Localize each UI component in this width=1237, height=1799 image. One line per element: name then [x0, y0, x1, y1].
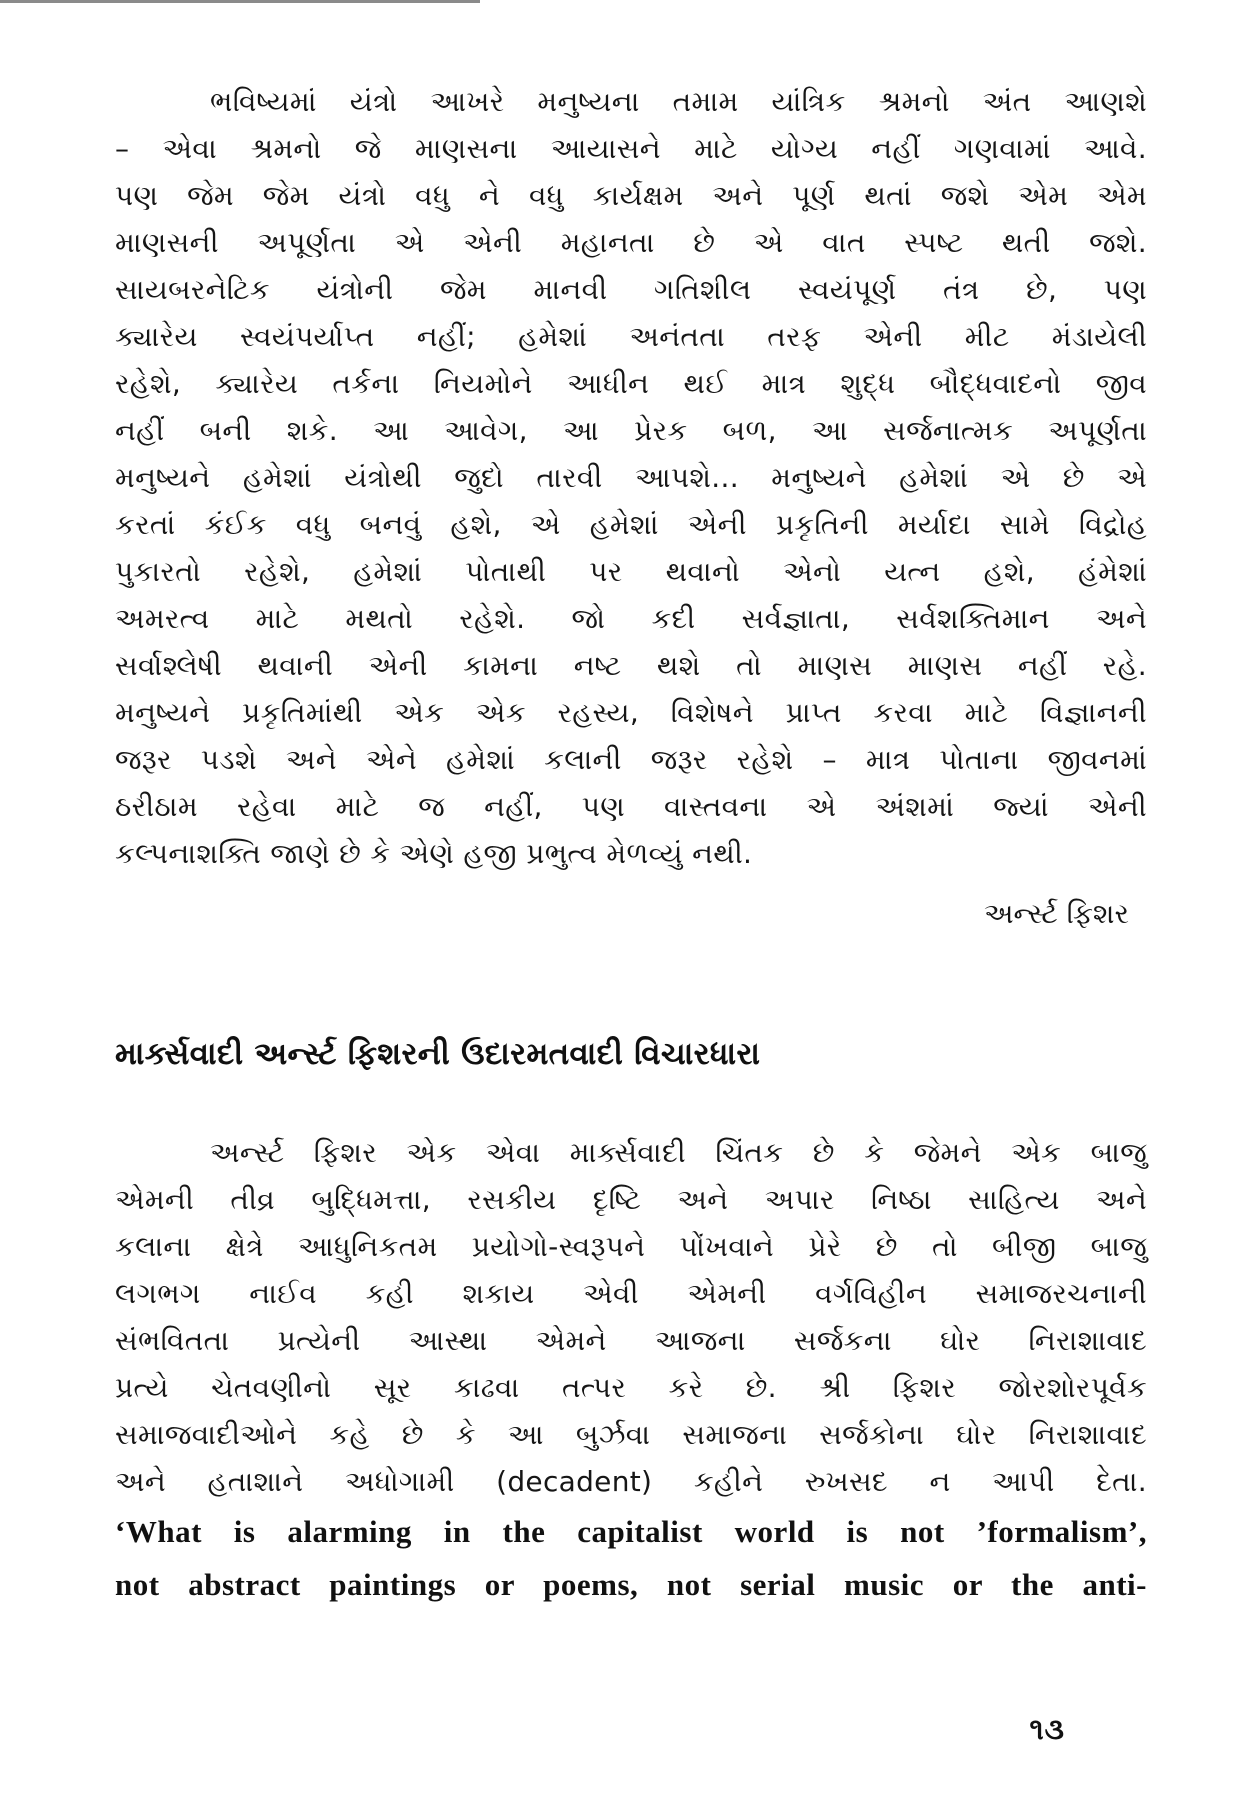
english-quote-line: ‘What is alarming in the capitalist world is not ’formalism’, — [115, 1514, 1147, 1549]
page-content — [115, 78, 1147, 1611]
quote-attribution: અર્ન્સ્ટ ફિશર — [983, 897, 1129, 930]
page-number: ૧૩ — [1029, 1712, 1065, 1746]
quote-block — [115, 78, 1147, 937]
quote-line: મનુષ્યને પ્રકૃતિમાંથી એક એક રહસ્ય, વિશેષને પ્રાપ્ત કરવા માટે વિજ્ઞાનની — [115, 696, 1147, 729]
quote-line: નહીં બની શકે. આ આવેગ, આ પ્રેરક બળ, આ સર્જનાત્મક અપૂર્ણતા — [115, 414, 1147, 447]
quote-line: પણ જેમ જેમ યંત્રો વધુ ને વધુ કાર્યક્ષમ અને પૂર્ણ થતાં જશે એમ એમ — [115, 179, 1147, 212]
quote-line: સાયબરનેટિક યંત્રોની જેમ માનવી ગતિશીલ સ્વયંપૂર્ણ તંત્ર છે, પણ — [115, 273, 1147, 306]
quote-line: જરૂર પડશે અને એને હમેશાં કલાની જરૂર રહેશે – માત્ર પોતાના જીવનમાં — [115, 743, 1147, 776]
body-line: એમની તીવ્ર બુદ્ધિમત્તા, રસકીય દૃષ્ટિ અને અપાર નિષ્ઠા સાહિત્ય અને — [115, 1183, 1147, 1216]
quote-line: માણસની અપૂર્ણતા એ એની મહાનતા છે એ વાત સ્પષ્ટ થતી જશે. — [115, 226, 1147, 259]
section-heading: માર્ક્સવાદી અર્ન્સ્ટ ફિશરની ઉદારમતવાદી વિચારધારા — [115, 1036, 761, 1072]
quote-line: રહેશે, ક્યારેય તર્કના નિયમોને આધીન થઈ માત્ર શુદ્ધ બૌદ્ધવાદનો જીવ — [115, 367, 1147, 400]
body-line: લગભગ નાઈવ કહી શકાય એવી એમની વર્ગવિહીન સમાજરચનાની — [115, 1277, 1147, 1310]
body-line: અને હતાશાને અધોગામી (decadent) કહીને રુખસદ ન આપી દેતા. — [115, 1465, 1147, 1498]
body-line: પ્રત્યે ચેતવણીનો સૂર કાઢવા તત્પર કરે છે. શ્રી ફિશર જોરશોરપૂર્વક — [115, 1371, 1147, 1404]
quote-line: સર્વાશ્લેષી થવાની એની કામના નષ્ટ થશે તો માણસ માણસ નહીં રહે. — [115, 649, 1147, 682]
quote-line: – એવા શ્રમનો જે માણસના આયાસને માટે યોગ્ય નહીં ગણવામાં આવે. — [115, 132, 1147, 165]
quote-line: કલ્પનાશક્તિ જાણે છે કે એણે હજી પ્રભુત્વ મેળવ્યું નથી. — [115, 837, 753, 870]
english-quote-line: not abstract paintings or poems, not serial music or the anti- — [115, 1567, 1147, 1602]
body-line: કલાના ક્ષેત્રે આધુનિકતમ પ્રયોગો-સ્વરૂપને પોંખવાને પ્રેરે છે તો બીજી બાજુ — [115, 1230, 1147, 1263]
quote-line: કરતાં કંઈક વધુ બનવું હશે, એ હમેશાં એની પ્રકૃતિની મર્યાદા સામે વિદ્રોહ — [115, 508, 1147, 541]
quote-line: પુકારતો રહેશે, હમેશાં પોતાથી પર થવાનો એનો યત્ન હશે, હંમેશાં — [115, 555, 1147, 588]
quote-line: ક્યારેય સ્વયંપર્યાપ્ત નહીં; હમેશાં અનંતતા તરફ એની મીટ મંડાયેલી — [115, 320, 1147, 353]
section-paragraph — [115, 1129, 1147, 1611]
body-line: સંભવિતતા પ્રત્યેની આસ્થા એમને આજના સર્જકના ઘોર નિરાશાવાદ — [115, 1324, 1147, 1357]
body-line: સમાજવાદીઓને કહે છે કે આ બુર્ઝવા સમાજના સર્જકોના ઘોર નિરાશાવાદ — [115, 1418, 1147, 1451]
quote-line: અમરત્વ માટે મથતો રહેશે. જો કદી સર્વજ્ઞાતા, સર્વશક્તિમાન અને — [115, 602, 1147, 635]
quote-line: મનુષ્યને હમેશાં યંત્રોથી જુદો તારવી આપશે... મનુષ્યને હમેશાં એ છે એ — [115, 461, 1147, 494]
body-line: અર્ન્સ્ટ ફિશર એક એવા માર્ક્સવાદી ચિંતક છે કે જેમને એક બાજુ — [210, 1136, 1147, 1169]
scan-artifact-line — [0, 0, 480, 3]
quote-line: ઠરીઠામ રહેવા માટે જ નહીં, પણ વાસ્તવના એ અંશમાં જ્યાં એની — [115, 790, 1147, 823]
quote-line: ભવિષ્યમાં યંત્રો આખરે મનુષ્યના તમામ યાંત્રિક શ્રમનો અંત આણશે — [210, 85, 1147, 118]
